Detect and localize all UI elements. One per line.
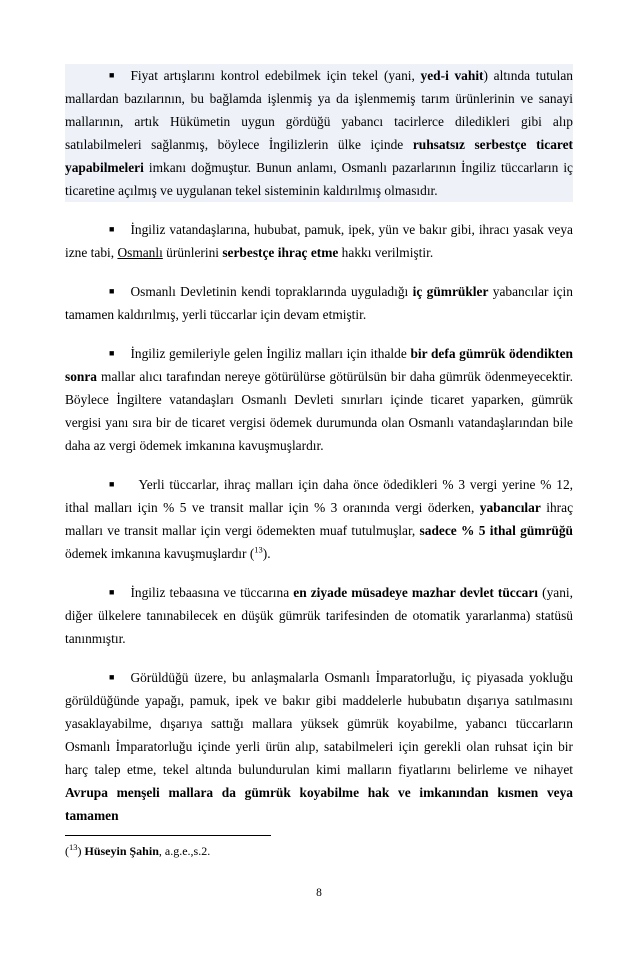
paragraph-text: hakkı verilmiştir. <box>338 245 434 260</box>
paragraph-text: mallar alıcı tarafından nereye götürülürse götürülsün bir daha gümrük ödenmeyecektir. Böylece İngiltere vatandaşları Osmanlı Devleti sınırları içinde ticaret yaparken, gümrük vergisi yanı sıra bir de ticaret vergisi ödemek durumunda olan Osmanlı vatandaşlarından bile daha az vergi ödemek imkanına kavuşmuşlardır. <box>65 369 573 453</box>
emphasized-text: yabancılar <box>479 500 541 515</box>
paragraph-text: ödemek imkanına kavuşmuşlardır ( <box>65 546 255 561</box>
bullet-paragraph <box>65 342 573 457</box>
bullet-paragraph <box>65 581 573 650</box>
bullet-paragraph <box>65 64 573 202</box>
paragraph-text: İngiliz tebaasına ve tüccarına <box>130 585 294 600</box>
bullet-paragraph <box>65 473 573 565</box>
footnote-reference: , a.g.e.,s.2. <box>158 844 211 858</box>
footnote-close: ) <box>77 844 82 858</box>
square-bullet-icon: ■ <box>109 672 115 682</box>
footnote <box>65 843 573 859</box>
emphasized-text: en ziyade müsadeye mazhar devlet tüccarı <box>293 585 539 600</box>
bullet-paragraph <box>65 218 573 264</box>
footnote-separator <box>65 835 271 836</box>
emphasized-text: bir defa gümrük ödendikten sonra <box>65 346 573 384</box>
paragraph-text: ). <box>262 546 271 561</box>
square-bullet-icon: ■ <box>109 70 115 80</box>
paragraph-text: İngiliz vatandaşlarına, hububat, pamuk, ipek, yün ve bakır gibi, ihracı yasak veya izne tabi, <box>65 222 573 260</box>
emphasized-text: serbestçe ihraç etme <box>222 245 339 260</box>
square-bullet-icon: ■ <box>109 479 115 489</box>
paragraph-text: yabancılar için tamamen kaldırılmış, yerli tüccarlar için devam etmiştir. <box>65 284 573 322</box>
square-bullet-icon: ■ <box>109 587 115 597</box>
emphasized-text: yed-i vahit <box>420 68 484 83</box>
square-bullet-icon: ■ <box>109 224 115 234</box>
square-bullet-icon: ■ <box>109 286 115 296</box>
paragraph-text: ürünlerini <box>162 245 223 260</box>
underlined-text: Osmanlı <box>117 245 163 260</box>
bullet-paragraph <box>65 280 573 326</box>
paragraph-text: Osmanlı Devletinin kendi topraklarında uyguladığı <box>130 284 413 299</box>
bullet-paragraph <box>65 666 573 827</box>
footnote-reference-mark: 13 <box>254 544 263 555</box>
paragraph-text: ihraç malları ve transit mallar için vergi ödemekten muaf tutulmuşlar, <box>65 500 574 538</box>
paragraph-text: Fiyat artışlarını kontrol edebilmek için tekel (yani, <box>130 68 421 83</box>
paragraph-text: Görüldüğü üzere, bu anlaşmalarla Osmanlı İmparatorluğu, iç piyasada yokluğu görüldüğünde yapağı, pamuk, ipek ve bakır gibi maddelerle hububatın dışarıya satılmasını yasaklayabilme, dışarıya sattığı mallara yüksek gümrük koyabilme, yabancı tüccarların Osmanlı İmparatorluğu içinde yerli ürün alıp, satabilmeleri için gerekli olan ruhsat için bir harç talep etme, tekel altında bulundurulan kimi malların fiyatlarını belirleme ve nihayet <box>65 670 573 777</box>
emphasized-text: iç gümrükler <box>412 284 489 299</box>
paragraph-text: Yerli tüccarlar, ihraç malları için daha önce ödedikleri % 3 vergi yerine % 12, ithal malları için % 5 ve transit mallar için % 3 oranında vergi öderken, <box>65 477 573 515</box>
square-bullet-icon: ■ <box>109 348 115 358</box>
footnote-author: Hüseyin Şahin <box>84 844 159 858</box>
footnote-number: 13 <box>69 842 78 852</box>
paragraph-text: (yani, diğer ülkelere tanınabilecek en düşük gümrük tarifesinden de otomatik yararlanma) statüsü tanınmıştır. <box>65 585 573 646</box>
emphasized-text: sadece % 5 ithal gümrüğü <box>419 523 573 538</box>
paragraph-text: İngiliz gemileriyle gelen İngiliz malları için ithalde <box>130 346 411 361</box>
paragraph-text: imkanı doğmuştur. Bunun anlamı, Osmanlı pazarlarının İngiliz tüccarların iç ticaretine açılmış ve uygulanan tekel sisteminin kaldırılmış olmasıdır. <box>65 160 573 198</box>
page-number: 8 <box>316 887 322 899</box>
document-body <box>65 64 573 843</box>
footnote-open: ( <box>65 844 69 858</box>
paragraph-text: ) altında tutulan mallardan bazılarının, bu bağlamda işlenmiş ya da işlenmemiş tarım ürünlerinin ve sanayi mallarının, artık Hükümetin uygun gördüğü yabancı tacirlerce diledikleri gibi alıp satılabilmeleri sağlanmış, böylece İngilizlerin ülke içinde <box>65 68 573 152</box>
emphasized-text: Avrupa menşeli mallara da gümrük koyabilme hak ve imkanından kısmen veya tamamen <box>65 785 573 823</box>
emphasized-text: ruhsatsız serbestçe ticaret yapabilmeleri <box>65 137 573 175</box>
